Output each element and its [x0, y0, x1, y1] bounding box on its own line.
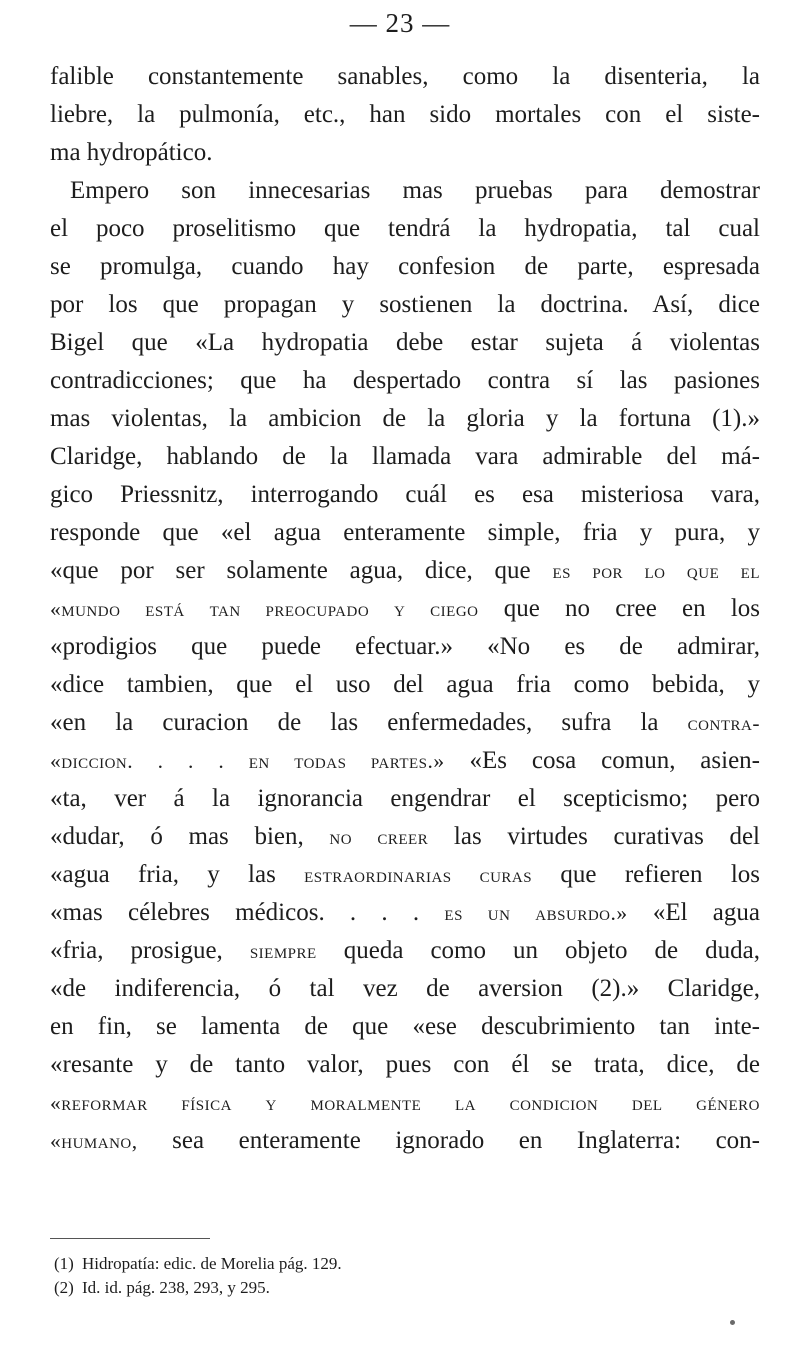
text-run: responde que «el agua enteramente simple, fria y pura, y — [50, 519, 760, 546]
text-run: sea enteramente ignorado en Inglaterra: con- — [137, 1127, 760, 1154]
text-line — [50, 400, 760, 438]
small-caps-run: «diccion. . . . en todas partes.» — [50, 749, 445, 773]
text-line — [50, 58, 760, 96]
text-line — [50, 1084, 760, 1122]
small-caps-run: «humano, — [50, 1129, 138, 1153]
footnotes — [54, 1252, 754, 1300]
text-run: «dudar, ó mas bien, — [50, 823, 330, 850]
text-line — [50, 1008, 760, 1046]
text-run: Claridge, hablando de la llamada vara admirable del má- — [50, 443, 760, 470]
text-run: liebre, la pulmonía, etc., han sido mortales con el siste- — [50, 101, 760, 128]
text-run: «resante y de tanto valor, pues con él se trata, dice, de — [50, 1051, 760, 1078]
text-run: las virtudes curativas del — [428, 823, 761, 850]
text-line — [50, 476, 760, 514]
text-run: «de indiferencia, ó tal vez de aversion (2).» Claridge, — [50, 975, 760, 1002]
text-run: «que por ser solamente agua, dice, que — [50, 557, 553, 584]
text-line — [50, 628, 760, 666]
text-line — [50, 96, 760, 134]
text-line — [50, 742, 760, 780]
paper-speck — [730, 1320, 735, 1325]
text-run: ma hydropático. — [50, 139, 213, 166]
text-line — [50, 286, 760, 324]
footnote-divider — [50, 1238, 210, 1239]
small-caps-run: estraordinarias curas — [304, 863, 533, 887]
body-text — [50, 58, 760, 1160]
text-run: «ta, ver á la ignorancia engendrar el scepticismo; pero — [50, 785, 760, 812]
text-line — [50, 324, 760, 362]
text-line — [50, 780, 760, 818]
page-number: — 23 — — [349, 8, 451, 38]
text-line — [50, 210, 760, 248]
text-line — [50, 590, 760, 628]
footnote-marker: (2) — [54, 1278, 74, 1297]
text-line — [50, 1122, 760, 1160]
text-run: «agua fria, y las — [50, 861, 305, 888]
text-line — [50, 362, 760, 400]
text-line — [50, 932, 760, 970]
text-run: «prodigios que puede efectuar.» «No es de admirar, — [50, 633, 760, 660]
text-line — [50, 134, 760, 172]
paragraph-first-line — [50, 172, 760, 210]
text-line — [50, 704, 760, 742]
text-line — [50, 856, 760, 894]
text-line — [50, 438, 760, 476]
small-caps-run: siempre — [249, 939, 317, 963]
text-run: se promulga, cuando hay confesion de parte, espresada — [50, 253, 760, 280]
text-line — [50, 514, 760, 552]
text-line — [50, 970, 760, 1008]
text-run: contradicciones; que ha despertado contra sí las pasiones — [50, 367, 760, 394]
text-run: «mas célebres médicos. . . . — [50, 899, 445, 926]
small-caps-run: no creer — [329, 825, 429, 849]
text-run: que refieren los — [532, 861, 761, 888]
text-run: queda como un objeto de duda, — [316, 937, 760, 964]
text-run: falible constantemente sanables, como la disenteria, la — [50, 63, 760, 90]
text-run: gico Priessnitz, interrogando cuál es esa misteriosa vara, — [50, 481, 760, 508]
text-run: «Es cosa comun, asien- — [444, 747, 760, 774]
text-run: «El agua — [627, 899, 760, 926]
small-caps-run: «reformar física y moralmente la condicion del género — [50, 1091, 760, 1115]
text-run: Empero son innecesarias mas pruebas para demostrar — [70, 177, 760, 204]
text-line — [50, 894, 760, 932]
small-caps-run: es por lo que el — [552, 559, 760, 583]
text-run: «dice tambien, que el uso del agua fria como bebida, y — [50, 671, 760, 698]
footnote-text: Id. id. pág. 238, 293, y 295. — [82, 1278, 270, 1297]
footnote — [54, 1276, 754, 1300]
text-line — [50, 818, 760, 856]
text-run: «en la curacion de las enfermedades, sufra la — [50, 709, 688, 736]
text-line — [50, 1046, 760, 1084]
text-run: el poco proselitismo que tendrá la hydropatia, tal cual — [50, 215, 760, 242]
footnote-marker: (1) — [54, 1254, 74, 1273]
text-run: que no cree en los — [478, 595, 760, 622]
text-run: en fin, se lamenta de que «ese descubrimiento tan inte- — [50, 1013, 760, 1040]
text-line — [50, 248, 760, 286]
footnote-text: Hidropatía: edic. de Morelia pág. 129. — [82, 1254, 342, 1273]
small-caps-run: es un absurdo.» — [444, 901, 628, 925]
text-line — [50, 552, 760, 590]
small-caps-run: «mundo está tan preocupado y ciego — [50, 597, 479, 621]
text-run: por los que propagan y sostienen la doctrina. Así, dice — [50, 291, 760, 318]
text-line — [50, 666, 760, 704]
text-run: mas violentas, la ambicion de la gloria y la fortuna (1).» — [50, 405, 760, 432]
text-run: Bigel que «La hydropatia debe estar sujeta á violentas — [50, 329, 760, 356]
small-caps-run: contra- — [687, 711, 760, 735]
footnote — [54, 1252, 754, 1276]
text-run: «fria, prosigue, — [50, 937, 250, 964]
